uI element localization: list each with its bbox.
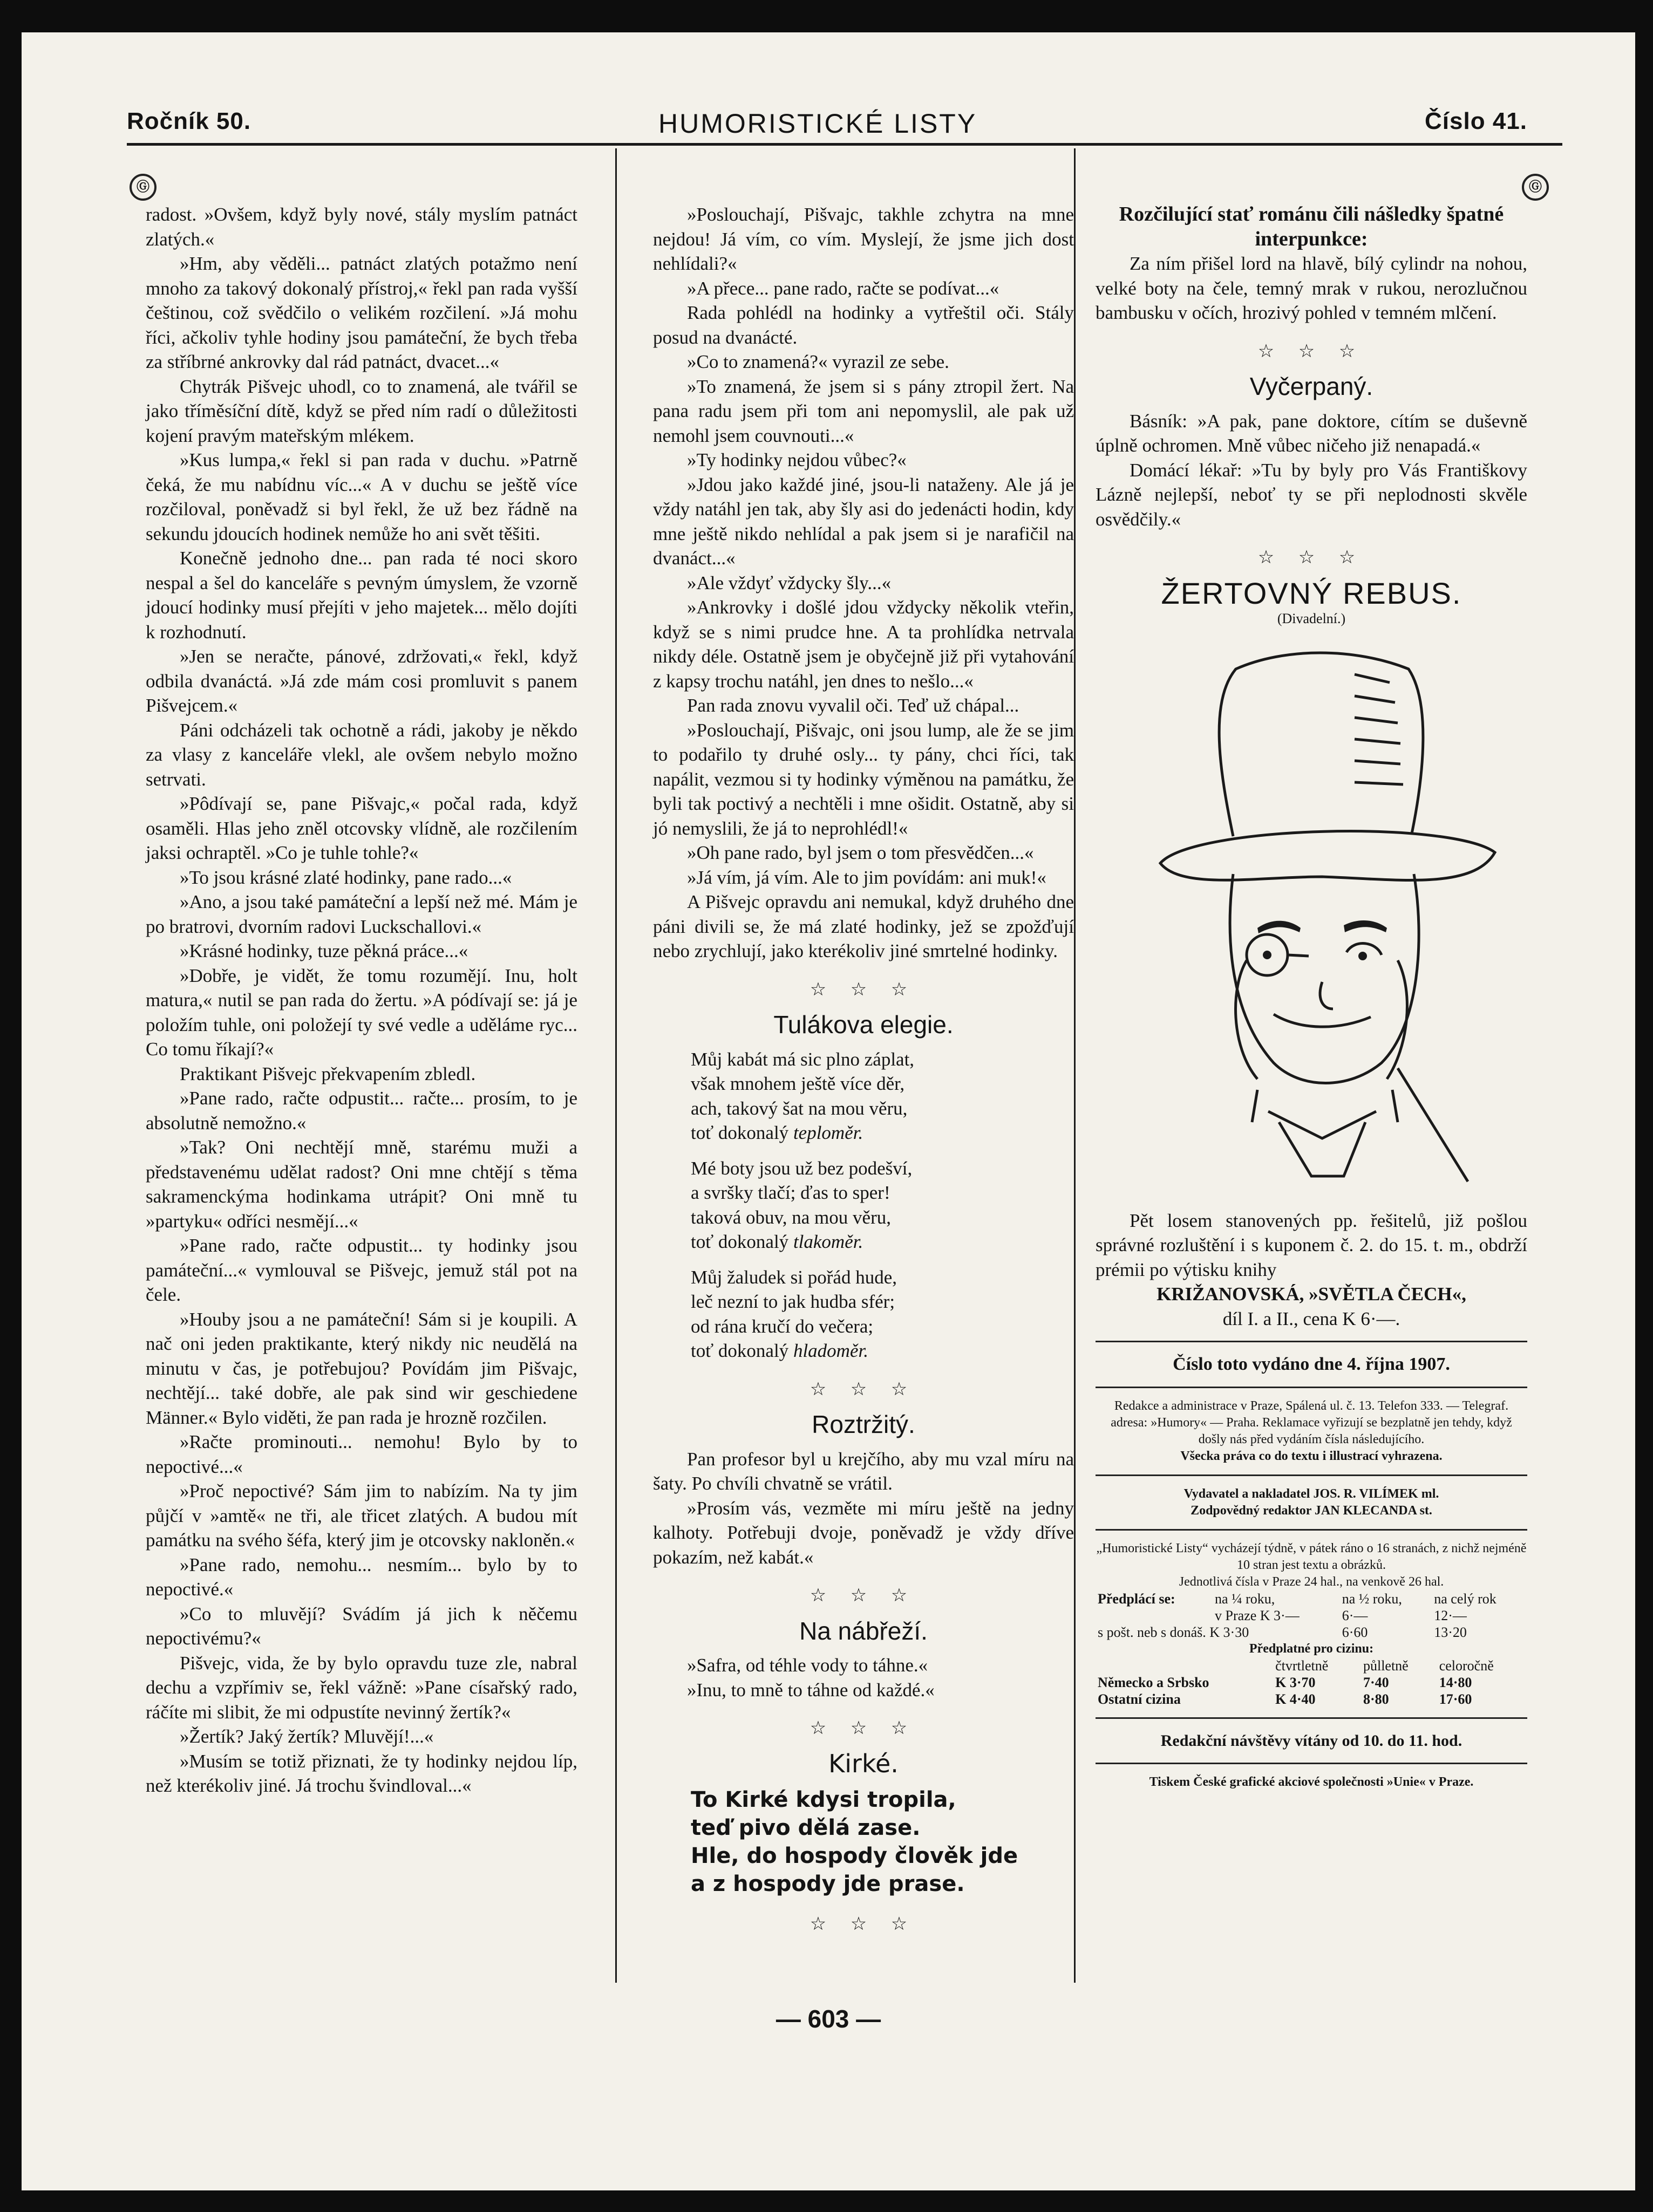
table-row bbox=[1096, 1691, 1527, 1708]
poem-stanza bbox=[691, 1047, 1074, 1145]
paragraph: »Tak? Oni nechtějí mně, starému muži a představenému udělat radost? Oni mne chtějí s těma sakramenckýma hodinkama utrápit? Oni mně tu »partyku« odříci nesmějí...« bbox=[146, 1137, 577, 1232]
poem-line-text: toť dokonalý bbox=[691, 1231, 793, 1252]
poem-line: Mé boty jsou už bez podešví, bbox=[691, 1157, 913, 1179]
paragraph: »To jsou krásné zlaté hodinky, pane rado...« bbox=[180, 866, 512, 888]
paragraph: Za ním přišel lord na hlavě, bílý cylindr na nohou, velké boty na čele, temný mrak v rukou, nerozlučnou bambusku v očích, hrozivý pohled v temném mlčení. bbox=[1096, 253, 1527, 323]
poem-line: však mnohem ještě více děr, bbox=[691, 1073, 905, 1094]
paragraph: »Krásné hodinky, tuze pěkná práce...« bbox=[180, 940, 468, 961]
table-row bbox=[1096, 1674, 1527, 1691]
table-cell: na ½ roku, bbox=[1342, 1590, 1402, 1607]
paragraph: Domácí lékař: »Tu by byly pro Vás Františkovy Lázně nejlepší, neboť ty se při neplodnosti skvěle osvědčily.« bbox=[1096, 459, 1527, 530]
divider bbox=[1096, 1474, 1527, 1476]
paragraph: »Žertík? Jaký žertík? Mluvějí!...« bbox=[180, 1726, 434, 1747]
newspaper-page bbox=[22, 32, 1635, 2190]
joke-title: Roztržitý. bbox=[812, 1410, 915, 1438]
paragraph: »Ty hodinky nejdou vůbec?« bbox=[687, 449, 907, 470]
paragraph: Pišvejc, vida, že by bylo opravdu tuze zle, nabral dechu a vzpřímiv se, řekl vážně: »Pane císařský rado, ráčíte mi slibit, že mi odpustíte nevinný žertík?« bbox=[146, 1652, 577, 1723]
divider bbox=[1096, 1387, 1527, 1388]
poem-line: ach, takový šat na mou věru, bbox=[691, 1097, 908, 1119]
table-cell bbox=[1096, 1607, 1213, 1624]
table-cell: v Praze K 3·— bbox=[1215, 1607, 1300, 1623]
paragraph: »Ano, a jsou také památeční a lepší než mé. Mám je po bratrovi, dvorním radovi Luckschallovi.« bbox=[146, 891, 577, 937]
table-cell: čtvrtletně bbox=[1275, 1657, 1329, 1674]
joke-title: Rozčilující stať románu čili nášledky špatné interpunkce: bbox=[1119, 203, 1504, 250]
header-rule bbox=[127, 143, 1562, 146]
poem-stanza bbox=[691, 1786, 1074, 1898]
page-number: — 603 — bbox=[776, 2005, 881, 2033]
star-divider: ☆ ☆ ☆ bbox=[810, 979, 917, 1000]
rebus-subtitle: (Divadelní.) bbox=[1277, 611, 1346, 626]
table-cell: 8·80 bbox=[1363, 1691, 1389, 1707]
poem-stanza bbox=[691, 1156, 1074, 1254]
poem-line: Hle, do hospody člověk jde bbox=[691, 1844, 1018, 1868]
column-divider bbox=[615, 148, 617, 1983]
paragraph: Pan rada znovu vyvalil oči. Teď už chápal... bbox=[687, 695, 1019, 716]
paragraph: »Co to znamená?« vyrazil ze sebe. bbox=[687, 351, 949, 372]
paragraph: »Ale vždyť vždycky šly...« bbox=[687, 572, 892, 593]
book-price: díl I. a II., cena K 6·—. bbox=[1222, 1308, 1400, 1329]
paragraph: »Račte prominouti... nemohu! Bylo by to nepoctivé...« bbox=[146, 1431, 577, 1477]
paragraph: Konečně jednoho dne... pan rada té noci skoro nespal a šel do kanceláře s pevným úmyslem, že vzorně jdoucí hodinky musí přejíti v jeho majetek... mělo dojíti k rozhodnutí. bbox=[146, 548, 577, 643]
paragraph: »Pôdívají se, pane Pišvajc,« počal rada, když osaměli. Hlas jeho zněl otcovsky vlídně, ale rozčilením jaksi ochraptěl. »Co je tuhle tohle?« bbox=[146, 793, 577, 863]
paragraph: »Proč nepoctivé? Sám jim to nabízím. Na ty jim půjčí v »amtě« ne tři, ale třicet zlatých. A budou mít památku na svého šéfa, který jim je otcovsky nakloněn.« bbox=[146, 1480, 577, 1551]
divider bbox=[1096, 1529, 1527, 1531]
printer-note: Tiskem České grafické akciové společnosti »Unie« v Praze. bbox=[1149, 1775, 1474, 1789]
paragraph: »Pane rado, račte odpustit... ty hodinky jsou památeční...« vymlouval se Pišvejc, jemuž stál pot na čele. bbox=[146, 1235, 577, 1305]
volume-label: Ročník 50. bbox=[127, 108, 251, 134]
imprint-frequency: „Humoristické Listy“ vycházejí týdně, v pátek ráno o 16 stranách, z nichž nejméně 10 stran jest textu a obrázků. bbox=[1096, 1541, 1527, 1572]
paragraph: »Co to mluvějí? Svádím já jich k něčemu nepoctivému?« bbox=[146, 1603, 577, 1649]
poem-line: Můj žaludek si pořád hude, bbox=[691, 1266, 897, 1288]
table-row bbox=[1096, 1624, 1527, 1641]
paragraph: Chytrák Pišvejc uhodl, co to znamená, ale tvářil se jako tříměsíční dítě, když se před ním radí o důležitosti kojení pravým mateřským mlékem. bbox=[146, 376, 577, 446]
table-cell: K 4·40 bbox=[1275, 1691, 1316, 1707]
divider bbox=[1096, 1341, 1527, 1342]
rebus-title: ŽERTOVNÝ REBUS. bbox=[1161, 576, 1462, 610]
poem-line: a svršky tlačí; ďas to sper! bbox=[691, 1182, 890, 1203]
story-column-1 bbox=[146, 202, 577, 1798]
imprint-editor: Zodpovědný redaktor JAN KLECANDA st. bbox=[1191, 1503, 1432, 1518]
table-row bbox=[1096, 1607, 1527, 1624]
poem-line-text: toť dokonalý bbox=[691, 1122, 793, 1143]
paragraph: »Oh pane rado, byl jsem o tom přesvědčen...« bbox=[687, 842, 1034, 863]
star-divider: ☆ ☆ ☆ bbox=[1257, 341, 1365, 361]
paragraph: »Safra, od téhle vody to táhne.« bbox=[687, 1655, 928, 1676]
star-divider: ☆ ☆ ☆ bbox=[810, 1914, 917, 1934]
poem-line: leč nezní to jak hudba sfér; bbox=[691, 1291, 895, 1312]
star-divider: ☆ ☆ ☆ bbox=[810, 1718, 917, 1738]
paragraph: »Jen se neračte, pánové, zdržovati,« řekl, když odbila dvanáctá. »Já zde mám cosi promluvit s panem Pišvejcem.« bbox=[146, 646, 577, 716]
table-cell: 17·60 bbox=[1439, 1691, 1472, 1707]
abroad-table bbox=[1096, 1657, 1527, 1708]
table-cell: na celý rok bbox=[1434, 1590, 1496, 1607]
poem-line: teď pivo dělá zase. bbox=[691, 1815, 921, 1840]
joke-title: Na nábřeží. bbox=[799, 1616, 928, 1645]
imprint-publisher: Vydavatel a nakladatel JOS. R. VILÍMEK ml. bbox=[1183, 1486, 1439, 1501]
poem-line bbox=[691, 1121, 1074, 1145]
paragraph: »Pane rado, račte odpustit... račte... prosím, to je absolutně nemožno.« bbox=[146, 1088, 577, 1134]
poem-stanza bbox=[691, 1265, 1074, 1363]
star-divider: ☆ ☆ ☆ bbox=[1257, 548, 1365, 568]
table-cell bbox=[1096, 1657, 1273, 1674]
subscription-table bbox=[1096, 1590, 1527, 1641]
paragraph: Rada pohlédl na hodinky a vytřeštil oči. Stály posud na dvanácté. bbox=[653, 302, 1074, 348]
table-cell: K 3·70 bbox=[1275, 1674, 1316, 1690]
imprint-rights: Všecka práva co do textu i illustrací vyhrazena. bbox=[1180, 1449, 1443, 1463]
table-cell: 12·— bbox=[1434, 1607, 1467, 1623]
paragraph: »Musím se totiž přiznati, že ty hodinky nejdou líp, než kterékoliv jiné. Já trochu švindloval...« bbox=[146, 1750, 577, 1796]
poem-title: Tulákova elegie. bbox=[773, 1011, 954, 1039]
paragraph: Páni odcházeli tak ochotně a rádi, jakoby je někdo za vlasy z kanceláře vlekl, ale ovšem nebylo možno setrvati. bbox=[146, 719, 577, 790]
table-cell: 6·— bbox=[1342, 1607, 1368, 1623]
paragraph: »Dobře, je vidět, že tomu rozumějí. Inu, holt matura,« nutil se pan rada do žertu. »A pódívají se: já je položím tuhle, oni položejí ty své vedle a uděláme ryc... Co tomu říkají?« bbox=[146, 965, 577, 1060]
table-cell: Předplácí se: bbox=[1098, 1590, 1175, 1607]
table-row bbox=[1096, 1657, 1527, 1674]
table-cell: Ostatní cizina bbox=[1098, 1691, 1181, 1707]
imprint-redakce: Redakce a administrace v Praze, Spálená ul. č. 13. Telefon 333. — Telegraf. adresa: »Humory« — Praha. Reklamace vyřizují se bezplatně jen tehdy, když došly nás před vydáním čísla následujícího. bbox=[1111, 1398, 1512, 1446]
poem-line bbox=[691, 1339, 1074, 1363]
issue-label: Číslo 41. bbox=[1425, 108, 1527, 134]
paragraph: »Hm, aby věděli... patnáct zlatých potažmo není mnoho za takový dokonalý přístroj,« řekl pan rada vyšší češtinou, což svědčilo o velikém rozčilení. »Já mohu říci, ačkoliv tyhle hodiny jsou památeční, že bych třeba za stříbrné ankrovky dal rád patnáct, dvacet...« bbox=[146, 253, 577, 372]
paragraph: Básník: »A pak, pane doktore, cítím se duševně úplně ochromen. Mně vůbec ničeho již nenapadá.« bbox=[1096, 410, 1527, 456]
poem-line-text: toť dokonalý bbox=[691, 1340, 793, 1361]
paragraph: »Poslouchají, Pišvajc, takhle zchytra na mne nejdou! Já vím, co vím. Myslejí, že jsme jich dost nehlídali?« bbox=[653, 204, 1074, 274]
divider bbox=[1096, 1717, 1527, 1719]
paragraph: A Pišvejc opravdu ani nemukal, když druhého dne páni divili se, že má zlaté hodinky, jež se zpožďují nebo zrychlují, jako kterékoliv jiné smrtelné hodinky. bbox=[653, 891, 1074, 961]
table-cell: 13·20 bbox=[1434, 1624, 1467, 1640]
paragraph: »To znamená, že jsem si s pány ztropil žert. Na pana radu jsem při tom ani nepomyslil, ale pak už nemohl jsem couvnouti...« bbox=[653, 376, 1074, 446]
poem-line: taková obuv, na mou věru, bbox=[691, 1206, 891, 1228]
seal-icon: Ⓖ bbox=[1522, 174, 1549, 201]
abroad-title: Předplatné pro cizinu: bbox=[1249, 1641, 1374, 1656]
paragraph: »Houby jsou a ne památeční! Sám si je koupili. A nač oni jeden praktikante, který nikdy nic neudělá na minutu v čas, je potřebujou? Povídám jim Pišvajc, nechtějí... také dobře, ale pak sind wir geschiedene Männer.« Bylo viděti, že pan rada je hrozně rozčilen. bbox=[146, 1308, 577, 1428]
table-cell: půlletně bbox=[1363, 1657, 1409, 1674]
table-cell: 7·40 bbox=[1363, 1674, 1389, 1690]
imprint-price: Jednotlivá čísla v Praze 24 hal., na venkově 26 hal. bbox=[1179, 1574, 1444, 1589]
poem-line: a z hospody jde prase. bbox=[691, 1872, 965, 1896]
paragraph: Praktikant Pišvejc překvapením zbledl. bbox=[180, 1063, 476, 1084]
paragraph: Pět losem stanovených pp. řešitelů, již pošlou správné rozluštění i s kuponem č. 2. do 15. t. m., obdrží prémii po výtisku knihy bbox=[1096, 1210, 1527, 1280]
paragraph: »Pane rado, nemohu... nesmím... bylo by to nepoctivé.« bbox=[146, 1554, 577, 1600]
paragraph: radost. »Ovšem, když byly nové, stály myslím patnáct zlatých.« bbox=[146, 204, 577, 250]
paragraph: »Poslouchají, Pišvajc, oni jsou lump, ale že se jim to podařilo ty druhé osly... ty pány, chci říci, tak napálit, vezmou si ty hodinky výměnou na památku, že byli tak poctivý a nechtěli i mne ošidit. Ostatně, aby si jó nemyslili, že já to neprohlédl!« bbox=[653, 719, 1074, 839]
masthead-title: HUMORISTICKÉ LISTY bbox=[658, 108, 977, 139]
visiting-hours: Redakční návštěvy vítány od 10. do 11. hod. bbox=[1160, 1731, 1462, 1750]
book-title: KRIŽANOVSKÁ, »SVĚTLA ČECH«, bbox=[1157, 1283, 1466, 1305]
jokes-column bbox=[1096, 202, 1527, 1791]
poem-line: Můj kabát má sic plno záplat, bbox=[691, 1048, 915, 1070]
column-divider bbox=[1074, 148, 1076, 1983]
paragraph: »Inu, to mně to táhne od každé.« bbox=[687, 1679, 935, 1701]
paragraph: Pan profesor byl u krejčího, aby mu vzal míru na šaty. Po chvíli chvatně se vrátil. bbox=[653, 1448, 1074, 1494]
rebus-caricature-illustration bbox=[1096, 637, 1527, 1203]
paragraph: »A přece... pane rado, račte se podívat...« bbox=[687, 277, 999, 299]
star-divider: ☆ ☆ ☆ bbox=[810, 1379, 917, 1399]
issue-date: Číslo toto vydáno dne 4. října 1907. bbox=[1173, 1354, 1450, 1374]
story-column-2 bbox=[653, 202, 1074, 1948]
poem-pun-word: teploměr. bbox=[793, 1122, 863, 1143]
poem-pun-word: tlakoměr. bbox=[793, 1231, 863, 1252]
poem-line bbox=[691, 1230, 1074, 1254]
paragraph: »Já vím, já vím. Ale to jim povídám: ani muk!« bbox=[687, 866, 1046, 888]
table-cell: 14·80 bbox=[1439, 1674, 1472, 1690]
seal-icon: Ⓖ bbox=[130, 174, 157, 201]
poem-title: Kirké. bbox=[828, 1749, 899, 1778]
poem-line: od rána kručí do večera; bbox=[691, 1315, 874, 1337]
star-divider: ☆ ☆ ☆ bbox=[810, 1586, 917, 1606]
joke-title: Vyčerpaný. bbox=[1249, 372, 1373, 400]
table-cell: Německo a Srbsko bbox=[1098, 1674, 1209, 1690]
poem-line: To Kirké kdysi tropila, bbox=[691, 1787, 956, 1812]
paragraph: »Prosím vás, vezměte mi míru ještě na jedny kalhoty. Potřebuji dvoje, poněvadž je vždy dříve pokazím, než kabát.« bbox=[653, 1497, 1074, 1568]
table-cell: na ¼ roku, bbox=[1215, 1590, 1275, 1607]
poem-pun-word: hladoměr. bbox=[793, 1340, 868, 1361]
divider bbox=[1096, 1763, 1527, 1764]
table-cell: s pošt. neb s donáš. K 3·30 bbox=[1098, 1624, 1249, 1640]
table-cell: celoročně bbox=[1439, 1657, 1494, 1674]
paragraph: »Jdou jako každé jiné, jsou-li nataženy. Ale já je vždy natáhl jen tak, aby šly asi do jedenácti hodin, kdy mne ještě nikdo nehlídal a pak jsem si je narafičil na dvanáct...« bbox=[653, 474, 1074, 569]
table-row bbox=[1096, 1590, 1527, 1607]
table-cell: 6·60 bbox=[1342, 1624, 1368, 1640]
paragraph: »Ankrovky i došlé jdou vždycky několik vteřin, když se s nimi prudce hne. A ta prohlídka netrvala nikdy déle. Ostatně jsem je obyčejně již při vytahování z kapsy trochu natáhl, jen dnes to nešlo...« bbox=[653, 597, 1074, 692]
paragraph: »Kus lumpa,« řekl si pan rada v duchu. »Patrně čeká, že mu nabídnu víc...« A v duchu se ještě více rozčiloval, poněvadž si byl řekl, že už bez řádně na sekundu jdoucích hodinek nemůže ho ani svět těšiti. bbox=[146, 449, 577, 544]
